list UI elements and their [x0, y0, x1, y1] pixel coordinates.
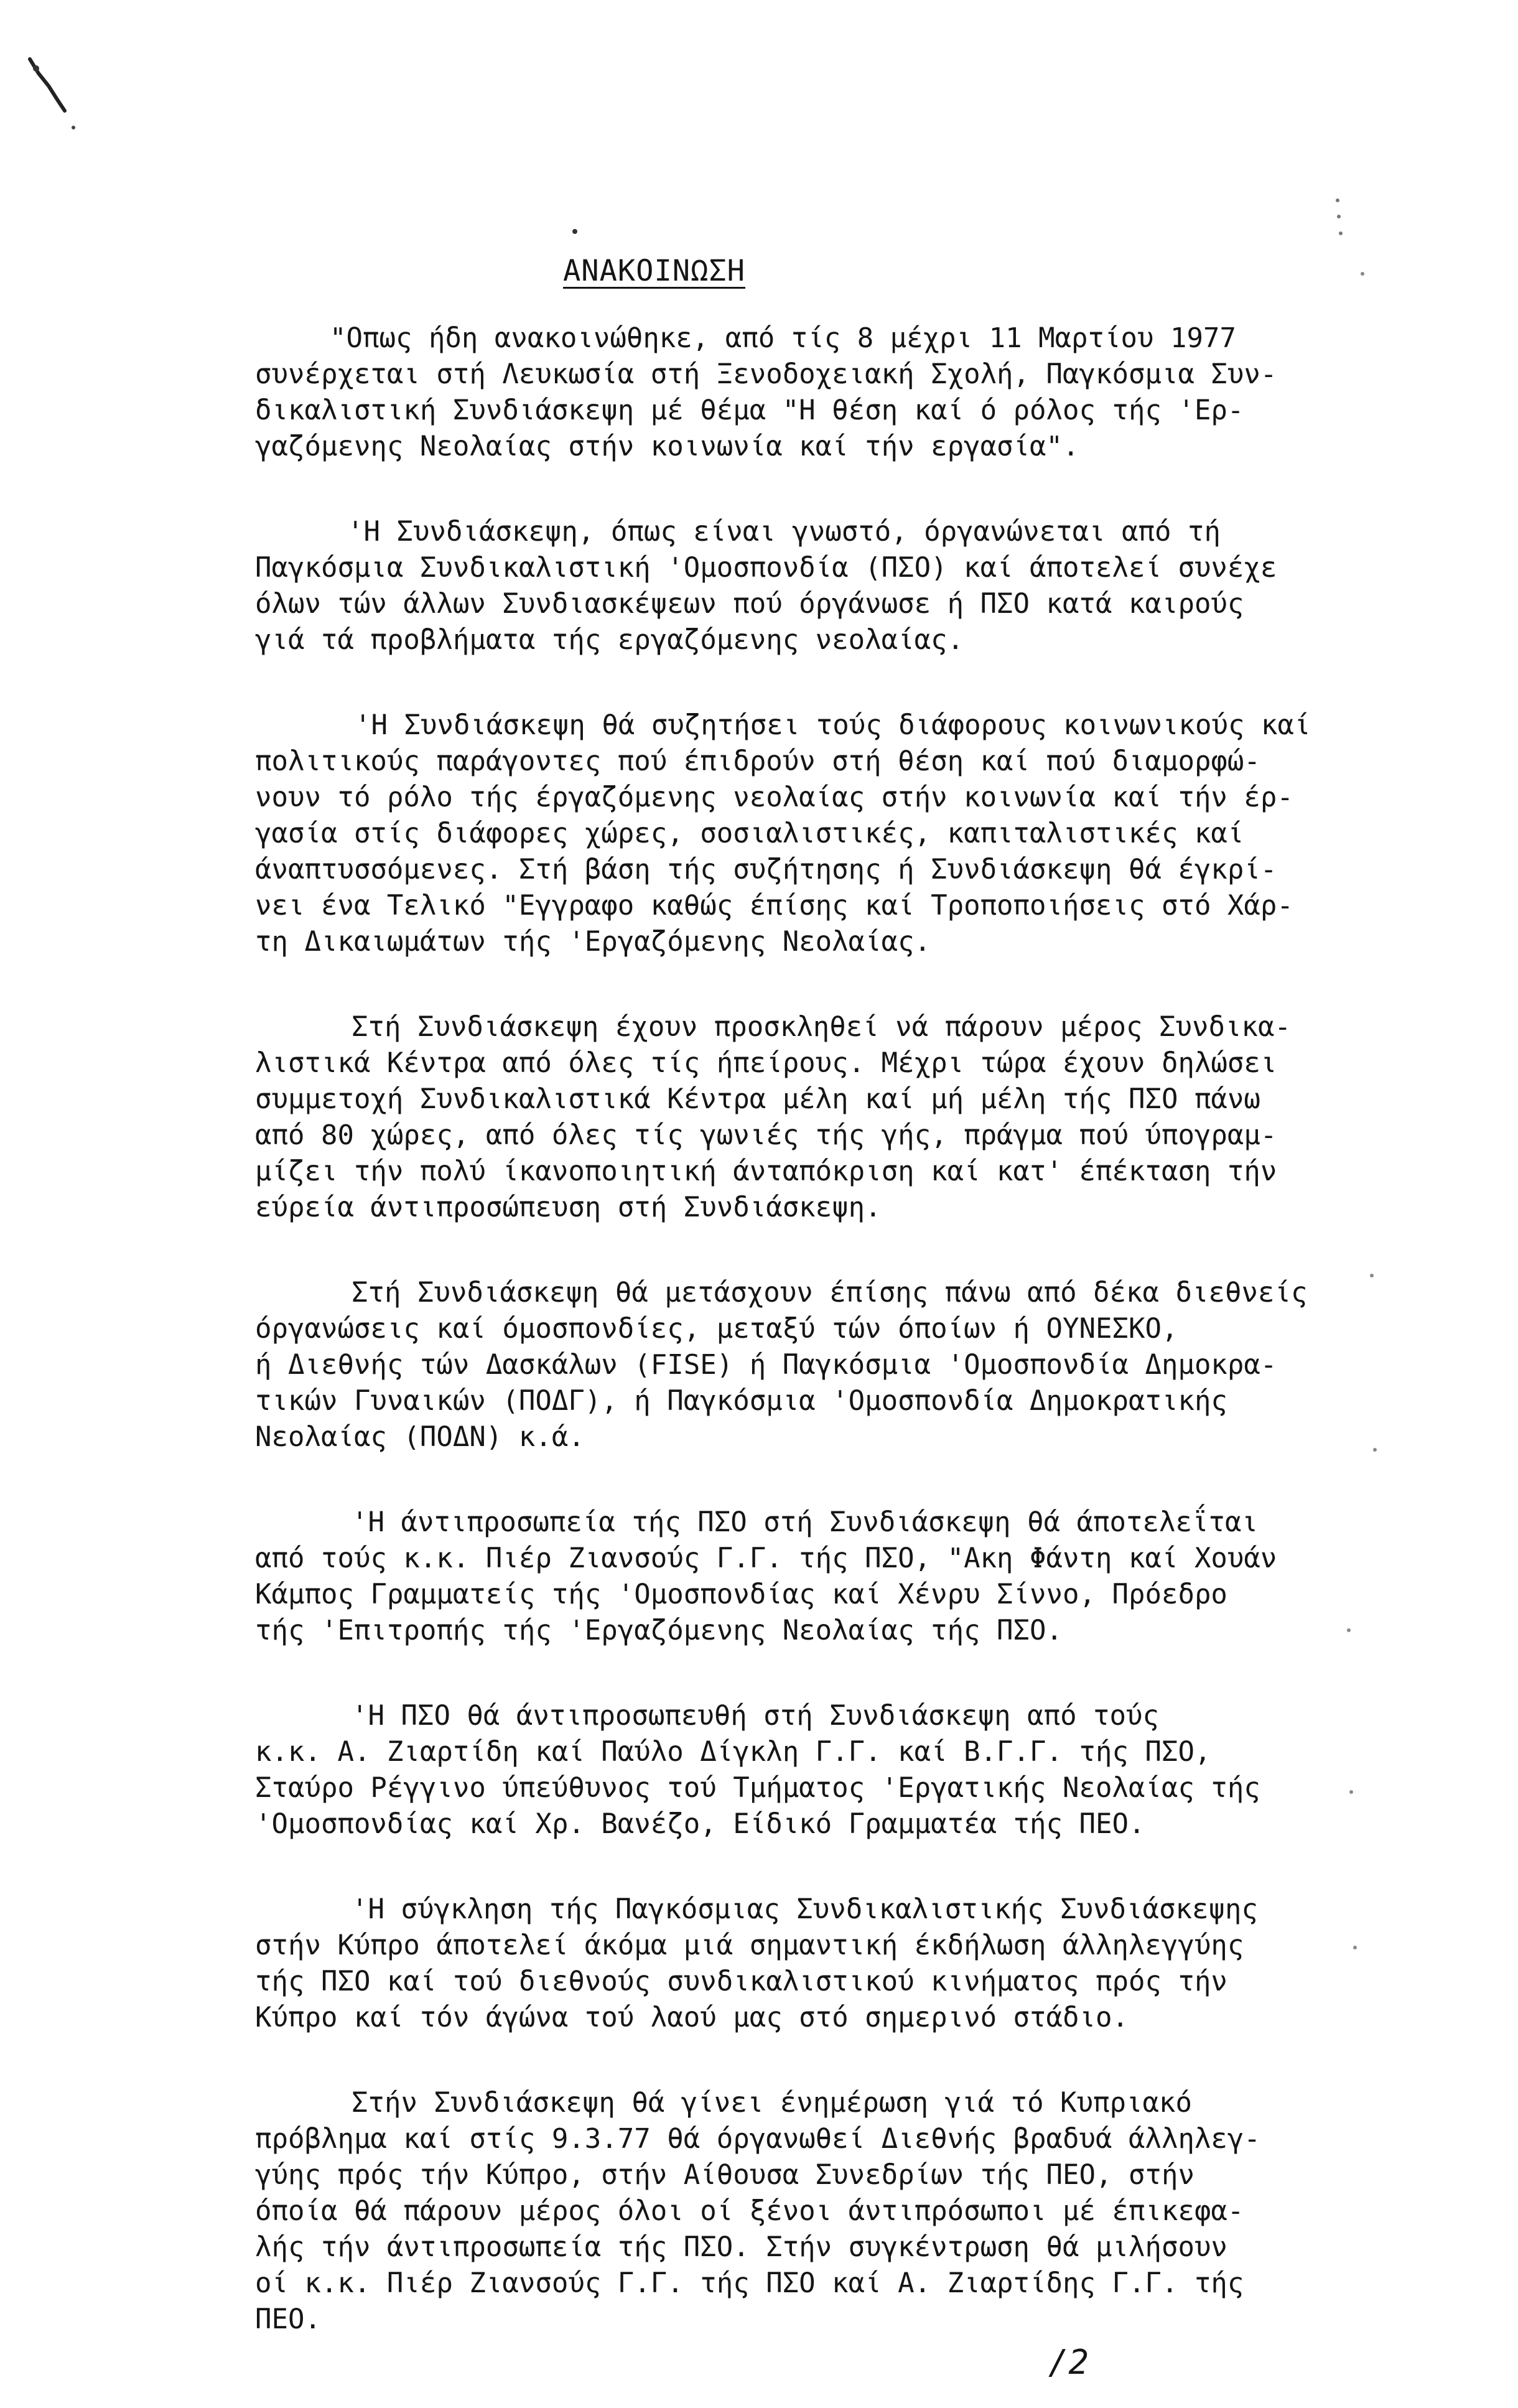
text-line: γαζόμενης Νεολαίας στήν κοινωνία καί τήν εργασία". [255, 431, 1079, 462]
text-line: τής 'Επιτροπής τής 'Εργαζόμενης Νεολαίας τής ΠΣΟ. [255, 1615, 1063, 1646]
text-line: κ.κ. Α. Ζιαρτίδη καί Παύλο Δίγκλη Γ.Γ. καί Β.Γ.Γ. τής ΠΣΟ, [255, 1736, 1211, 1768]
text-line: Νεολαίας (ΠΟΔΝ) κ.ά. [255, 1421, 585, 1453]
text-line: Παγκόσμια Συνδικαλιστική 'Ομοσπονδία (ΠΣΟ) καί άποτελεί συνέχε [255, 552, 1277, 584]
document-title: ΑΝΑΚΟΙΝΩΣΗ [563, 254, 745, 288]
paragraph-2 [255, 514, 1456, 658]
paragraph-3 [255, 707, 1456, 960]
page-number: /2 [1048, 2343, 1089, 2382]
text-line: 'Η άντιπροσωπεία τής ΠΣΟ στή Συνδιάσκεψη θά άποτελεΐται [352, 1506, 1258, 1538]
text-line: νει ένα Τελικό "Εγγραφο καθώς έπίσης καί Τροποποιήσεις στό Χάρ- [255, 890, 1293, 922]
text-line: 'Η Συνδιάσκεψη, όπως είναι γνωστό, όργανώνεται από τή [347, 516, 1221, 548]
text-line: γύης πρός τήν Κύπρο, στήν Αίθουσα Συνεδρίων τής ΠΕΟ, στήν [255, 2159, 1194, 2191]
text-line: από 80 χώρες, από όλες τίς γωνιές τής γής, πράγμα πού ύπογραμ- [255, 1119, 1277, 1151]
paragraph-1 [255, 320, 1456, 465]
text-line: συνέρχεται στή Λευκωσία στή Ξενοδοχειακή Σχολή, Παγκόσμια Συν- [255, 358, 1277, 390]
text-line: τη Δικαιωμάτων τής 'Εργαζόμενης Νεολαίας. [255, 926, 931, 958]
text-line: νουν τό ρόλο τής έργαζόμενης νεολαίας στήν κοινωνία καί τήν έρ- [255, 782, 1293, 813]
paragraph-6 [255, 1505, 1456, 1649]
text-line: όποία θά πάρουν μέρος όλοι οί ξένοι άντιπρόσωποι μέ έπικεφα- [255, 2195, 1244, 2227]
document-body [255, 320, 1456, 2387]
text-line: Κύπρο καί τόν άγώνα τού λαού μας στό σημερινό στάδιο. [255, 2002, 1129, 2033]
text-line: τικών Γυναικών (ΠΟΔΓ), ή Παγκόσμια 'Ομοσπονδία Δημοκρατικής [255, 1385, 1227, 1417]
text-line: πολιτικούς παράγοντες πού έπιδρούν στή θέση καί πού διαμορφώ- [255, 745, 1260, 777]
text-line: ή Διεθνής τών Δασκάλων (FISE) ή Παγκόσμια 'Ομοσπονδία Δημοκρα- [255, 1349, 1277, 1381]
text-line: οί κ.κ. Πιέρ Ζιανσούς Γ.Γ. τής ΠΣΟ καί Α. Ζιαρτίδης Γ.Γ. τής [255, 2267, 1244, 2299]
text-line: λιστικά Κέντρα από όλες τίς ήπείρους. Μέχρι τώρα έχουν δηλώσει [255, 1047, 1277, 1079]
text-line: άναπτυσσόμενες. Στή βάση τής συζήτησης ή Συνδιάσκεψη θά έγκρί- [255, 854, 1277, 885]
paragraph-9 [255, 2085, 1456, 2338]
text-line: 'Η σύγκληση τής Παγκόσμιας Συνδικαλιστικής Συνδιάσκεψης [352, 1893, 1258, 1925]
text-line: τής ΠΣΟ καί τού διεθνούς συνδικαλιστικού κινήματος πρός τήν [255, 1966, 1227, 1997]
text-line: συμμετοχή Συνδικαλιστικά Κέντρα μέλη καί μή μέλη τής ΠΣΟ πάνω [255, 1083, 1260, 1115]
text-line: δικαλιστική Συνδιάσκεψη μέ θέμα "Η θέση καί ό ρόλος τής 'Ερ- [255, 394, 1244, 426]
text-line: όργανώσεις καί όμοσπονδίες, μεταξύ τών όποίων ή ΟΥΝΕΣΚΟ, [255, 1313, 1178, 1345]
text-line: όλων τών άλλων Συνδιασκέψεων πού όργάνωσε ή ΠΣΟ κατά καιρούς [255, 588, 1244, 620]
text-line: Στήν Συνδιάσκεψη θά γίνει ένημέρωση γιά τό Κυπριακό [352, 2087, 1193, 2119]
text-line: λής τήν άντιπροσωπεία τής ΠΣΟ. Στήν συγκέντρωση θά μιλήσουν [255, 2231, 1227, 2263]
text-line: πρόβλημα καί στίς 9.3.77 θά όργανωθεί Διεθνής βραδυά άλληλεγ- [255, 2123, 1260, 2155]
text-line: Κάμπος Γραμματείς τής 'Ομοσπονδίας καί Χένρυ Σίννο, Πρόεδρο [255, 1579, 1227, 1610]
text-line: εύρεία άντιπροσώπευση στή Συνδιάσκεψη. [255, 1192, 882, 1223]
text-line: ΠΕΟ. [255, 2303, 321, 2335]
paragraph-8 [255, 1892, 1456, 2036]
text-line: Στή Συνδιάσκεψη θά μετάσχουν έπίσης πάνω από δέκα διεθνείς [352, 1277, 1308, 1309]
text-line: Στή Συνδιάσκεψη έχουν προσκληθεί νά πάρουν μέρος Συνδικα- [352, 1011, 1291, 1043]
paragraph-7 [255, 1698, 1456, 1842]
text-line: γιά τά προβλήματα τής εργαζόμενης νεολαίας. [255, 624, 964, 656]
text-line: 'Η ΠΣΟ θά άντιπροσωπευθή στή Συνδιάσκεψη από τούς [352, 1700, 1160, 1732]
text-line: στήν Κύπρο άποτελεί άκόμα μιά σημαντική έκδήλωση άλληλεγγύης [255, 1930, 1244, 1961]
text-line: Σταύρο Ρέγγινο ύπεύθυνος τού Τμήματος 'Εργατικής Νεολαίας τής [255, 1772, 1260, 1804]
paragraph-5 [255, 1275, 1456, 1455]
paragraph-4 [255, 1009, 1456, 1226]
text-line: 'Η Συνδιάσκεψη θά συζητήσει τούς διάφορους κοινωνικούς καί [355, 709, 1311, 741]
text-line: από τούς κ.κ. Πιέρ Ζιανσούς Γ.Γ. τής ΠΣΟ, "Ακη Φάντη καί Χουάν [255, 1542, 1277, 1574]
text-line: 'Ομοσπονδίας καί Χρ. Βανέζο, Είδικό Γραμματέα τής ΠΕΟ. [255, 1808, 1145, 1840]
text-line: "Οπως ήδη ανακοινώθηκε, από τίς 8 μέχρι 11 Μαρτίου 1977 [330, 322, 1236, 354]
text-line: γασία στίς διάφορες χώρες, σοσιαλιστικές, καπιταλιστικές καί [255, 818, 1244, 849]
text-line: μίζει τήν πολύ ίκανοποιητική άνταπόκριση καί κατ' έπέκταση τήν [255, 1155, 1277, 1187]
